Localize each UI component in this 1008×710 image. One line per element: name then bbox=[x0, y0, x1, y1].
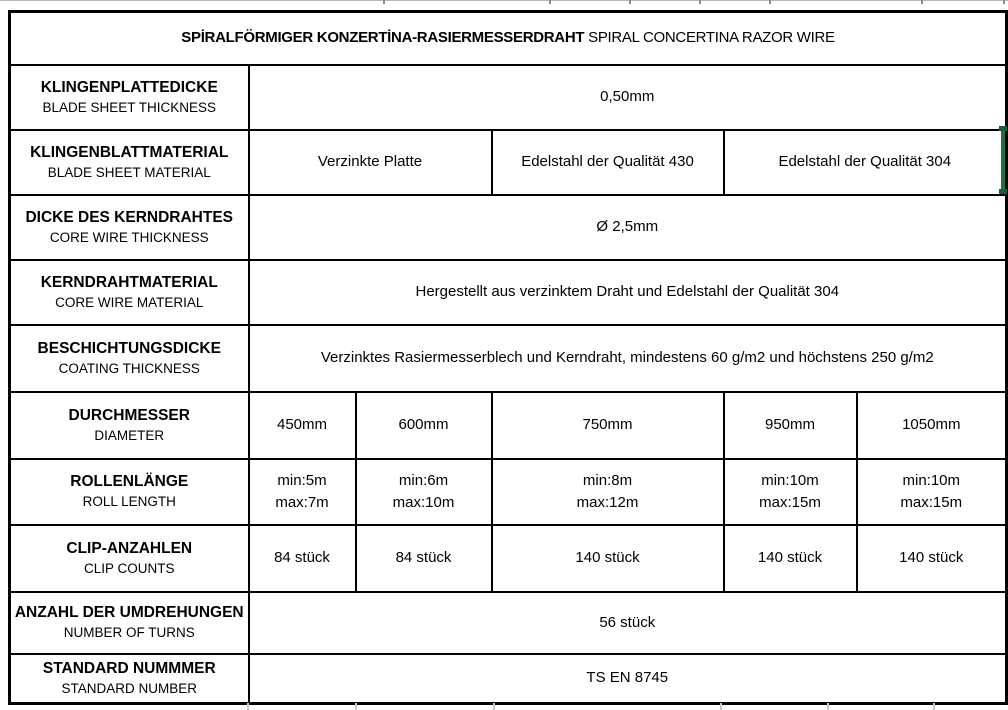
value-cell bbox=[356, 459, 492, 525]
row-label-german: ANZAHL DER UMDREHUNGEN bbox=[14, 604, 244, 622]
value-line: min:5m bbox=[277, 471, 327, 489]
gridline-tick bbox=[355, 703, 357, 710]
row-label-english: ROLL LENGTH bbox=[82, 494, 176, 510]
row-label-english: CLIP COUNTS bbox=[83, 560, 175, 576]
table-row bbox=[10, 130, 1007, 195]
gridline-tick bbox=[493, 703, 495, 710]
table-row bbox=[10, 525, 1007, 592]
value-cell: 140 stück bbox=[857, 525, 1007, 592]
row-label bbox=[10, 459, 249, 525]
table-row bbox=[10, 654, 1007, 704]
table-row bbox=[10, 592, 1007, 654]
excel-selection-border bbox=[1001, 127, 1005, 193]
row-label-german: ROLLENLÄNGE bbox=[70, 473, 189, 491]
row-label-german: BESCHICHTUNGSDICKE bbox=[37, 339, 221, 357]
value-line: max:15m bbox=[900, 493, 963, 511]
value-line: min:6m bbox=[398, 471, 449, 489]
title-english: SPIRAL CONCERTINA RAZOR WIRE bbox=[588, 29, 835, 47]
gridline-tick bbox=[247, 703, 249, 710]
table-row bbox=[10, 260, 1007, 325]
row-label-german: KERNDRAHTMATERIAL bbox=[40, 273, 218, 291]
gridline-tick bbox=[383, 0, 385, 4]
value-cell bbox=[724, 459, 857, 525]
gridline-tick bbox=[629, 0, 631, 4]
row-label-english: CORE WIRE MATERIAL bbox=[55, 294, 204, 310]
value-line: min:10m bbox=[902, 471, 961, 489]
value-line: max:7m bbox=[275, 493, 329, 511]
value-cell: 950mm bbox=[724, 392, 857, 459]
gridline-tick bbox=[1003, 0, 1005, 4]
value-cell bbox=[249, 459, 356, 525]
value-line: min:8m bbox=[582, 471, 633, 489]
value-cell: TS EN 8745 bbox=[249, 654, 1007, 704]
row-label bbox=[10, 130, 249, 195]
value-cell: Hergestellt aus verzinktem Draht und Edelstahl der Qualität 304 bbox=[249, 260, 1007, 325]
table-row bbox=[10, 325, 1007, 392]
value-cell bbox=[492, 459, 724, 525]
selection-bar bbox=[1001, 127, 1005, 193]
gridline-top bbox=[0, 0, 1008, 1]
row-label bbox=[10, 654, 249, 704]
spec-table bbox=[8, 10, 1008, 705]
value-cell: 600mm bbox=[356, 392, 492, 459]
value-cell: 56 stück bbox=[249, 592, 1007, 654]
gridline-tick bbox=[549, 0, 551, 4]
table-row bbox=[10, 65, 1007, 130]
value-cell: 140 stück bbox=[492, 525, 724, 592]
value-cell: Edelstahl der Qualität 430 bbox=[492, 130, 724, 195]
row-label-english: NUMBER OF TURNS bbox=[63, 625, 195, 641]
value-cell: Verzinkte Platte bbox=[249, 130, 492, 195]
row-label bbox=[10, 525, 249, 592]
table-row bbox=[10, 459, 1007, 525]
row-label-english: BLADE SHEET MATERIAL bbox=[47, 164, 211, 180]
gridline-tick bbox=[699, 0, 701, 4]
gridline-tick bbox=[921, 0, 923, 4]
selection-handle-top bbox=[999, 126, 1007, 131]
table-row bbox=[10, 195, 1007, 260]
selection-handle-bottom bbox=[999, 189, 1007, 194]
row-label-german: KLINGENBLATTMATERIAL bbox=[30, 143, 229, 161]
value-cell: 84 stück bbox=[356, 525, 492, 592]
value-line: min:10m bbox=[761, 471, 819, 489]
gridline-tick bbox=[827, 703, 829, 710]
row-label bbox=[10, 65, 249, 130]
value-cell: 0,50mm bbox=[249, 65, 1007, 130]
table-row bbox=[10, 392, 1007, 459]
row-label-english: COATING THICKNESS bbox=[58, 360, 200, 376]
row-label-german: DICKE DES KERNDRAHTES bbox=[25, 208, 234, 226]
value-cell: 750mm bbox=[492, 392, 724, 459]
value-cell: Edelstahl der Qualität 304 bbox=[724, 130, 1007, 195]
row-label-german: STANDARD NUMMMER bbox=[42, 660, 216, 678]
value-cell: 1050mm bbox=[857, 392, 1007, 459]
gridline-tick bbox=[720, 703, 722, 710]
row-label bbox=[10, 592, 249, 654]
row-label-english: CORE WIRE THICKNESS bbox=[49, 229, 209, 245]
row-label bbox=[10, 195, 249, 260]
title-row bbox=[10, 12, 1007, 65]
value-cell bbox=[857, 459, 1007, 525]
row-label-english: STANDARD NUMBER bbox=[61, 680, 197, 696]
table-title bbox=[10, 12, 1007, 65]
value-cell: 450mm bbox=[249, 392, 356, 459]
row-label-english: DIAMETER bbox=[94, 427, 165, 443]
value-cell: 84 stück bbox=[249, 525, 356, 592]
row-label-english: BLADE SHEET THICKNESS bbox=[42, 99, 217, 115]
value-line: max:10m bbox=[392, 493, 455, 511]
gridline-tick bbox=[769, 0, 771, 4]
row-label bbox=[10, 325, 249, 392]
row-label-german: CLIP-ANZAHLEN bbox=[66, 539, 193, 557]
title-german: SPİRALFÖRMIGER KONZERTİNA-RASIERMESSERDRAHT bbox=[181, 29, 585, 47]
row-label-german: KLINGENPLATTEDICKE bbox=[40, 78, 218, 96]
value-line: max:12m bbox=[576, 493, 639, 511]
value-cell: 140 stück bbox=[724, 525, 857, 592]
gridline-tick bbox=[933, 703, 935, 710]
value-cell: Ø 2,5mm bbox=[249, 195, 1007, 260]
row-label bbox=[10, 260, 249, 325]
row-label-german: DURCHMESSER bbox=[68, 406, 190, 424]
value-cell: Verzinktes Rasiermesserblech und Kerndraht, mindestens 60 g/m2 und höchstens 250 g/m2 bbox=[249, 325, 1007, 392]
row-label bbox=[10, 392, 249, 459]
value-line: max:15m bbox=[759, 493, 821, 511]
